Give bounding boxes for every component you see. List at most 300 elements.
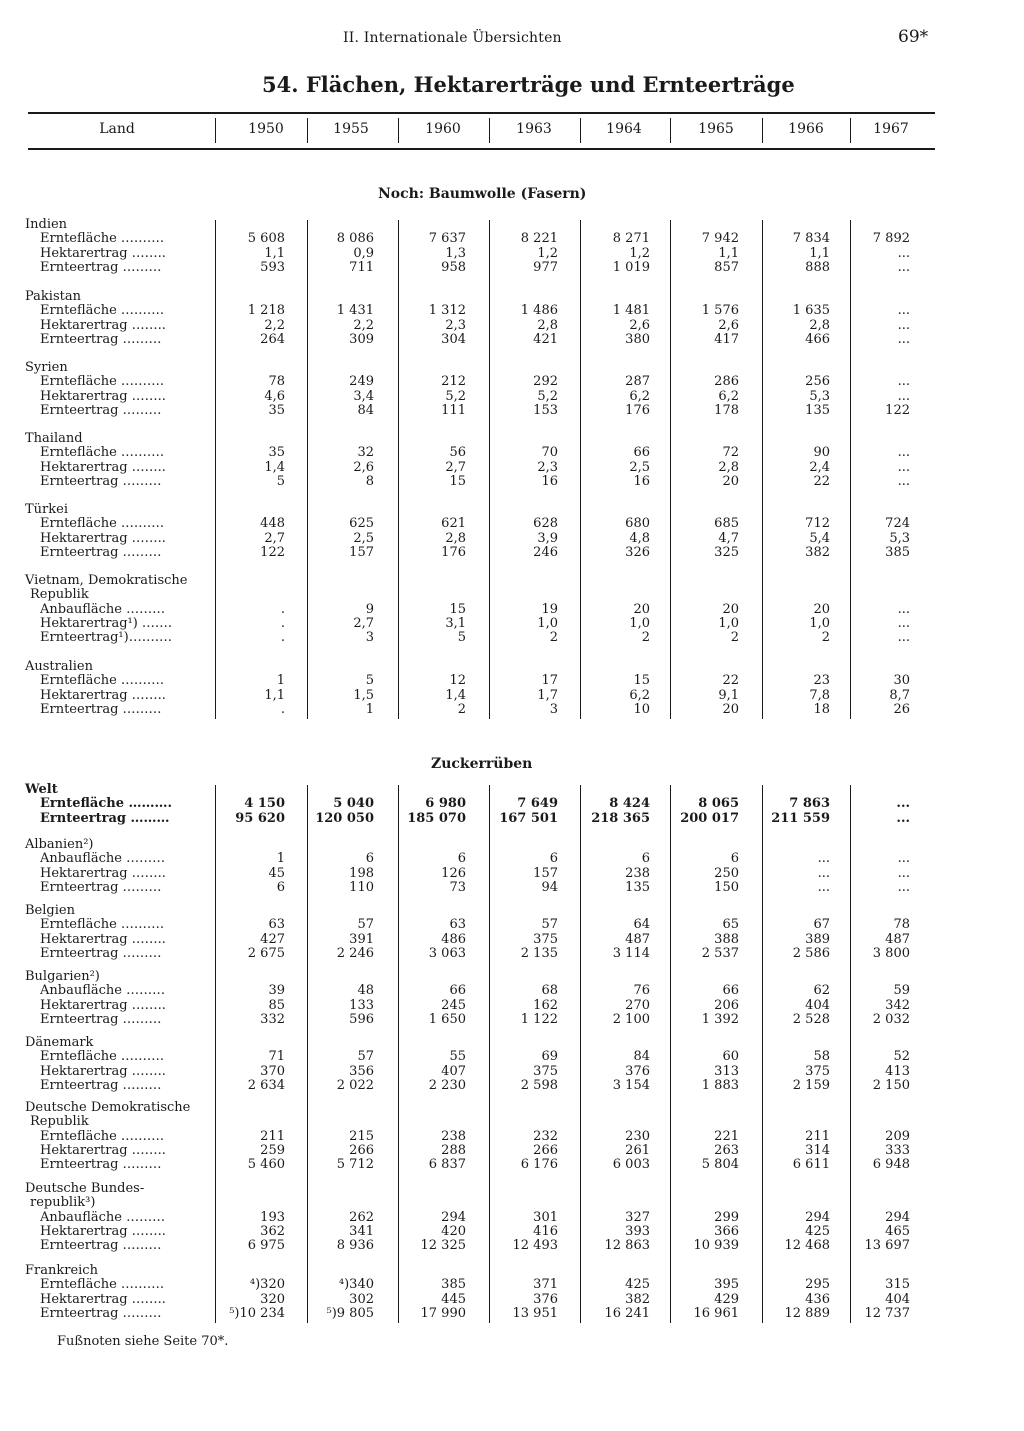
row-label: Erntefläche ………. [40,231,165,247]
table-cell: 429 [714,1291,739,1307]
country-name: Syrien [25,360,68,375]
table-cell: 332 [260,1011,285,1027]
table-cell: 1,1 [264,687,285,703]
table-cell: ... [897,245,910,261]
table-cell: 23 [813,673,830,689]
table-cell: 1 [276,851,285,867]
table-cell: . [280,615,285,631]
country-name: Indien [25,217,68,232]
row-label: Erntefläche ………. [40,374,165,390]
header-column-separator [762,118,763,143]
table-cell: 3 800 [872,945,910,961]
table-cell: 1 122 [520,1011,558,1027]
table-cell: 1 019 [612,259,650,275]
table-cell: 382 [625,1291,650,1307]
table-cell: ⁴)320 [249,1277,285,1293]
table-cell: 5,2 [445,388,466,404]
table-cell: 375 [805,1063,830,1079]
table-cell: 382 [805,544,830,560]
table-cell: 2,7 [264,530,285,546]
table-cell: ... [817,879,830,895]
table-cell: 57 [357,917,374,933]
table-cell: 2 [641,630,650,646]
page-number: 69* [898,27,929,47]
table-cell: 376 [533,1291,558,1307]
table-cell: 45 [268,865,285,881]
table-cell: ... [897,473,910,489]
table-cell: ... [897,630,910,646]
table-cell: 404 [885,1291,910,1307]
table-cell: 238 [441,1128,466,1144]
table-cell: 7 942 [701,231,739,247]
table-cell: 122 [260,544,285,560]
table-cell: 8 086 [336,231,374,247]
table-cell: 376 [625,1063,650,1079]
table-cell: ⁵)10 234 [229,1305,285,1321]
table-cell: 417 [714,331,739,347]
country-name: Bulgarien²) [25,969,100,984]
table-cell: 6 [365,851,374,867]
table-cell: ⁴)340 [338,1277,374,1293]
table-cell: 487 [885,931,910,947]
table-cell: 288 [441,1142,466,1158]
table-cell: 2 022 [336,1077,374,1093]
table-cell: 362 [260,1223,285,1239]
row-label: Anbaufläche ……… [40,983,166,999]
row-label: Hektarertrag …….. [40,687,166,703]
table-cell: 8 424 [609,796,650,812]
row-label: Erntefläche ………. [40,1277,165,1293]
table-cell: 8,7 [889,687,910,703]
table-cell: 421 [533,331,558,347]
table-cell: 3,1 [445,615,466,631]
table-cell: 711 [349,259,374,275]
table-cell: 9,1 [718,687,739,703]
table-cell: ... [897,259,910,275]
table-cell: 6 [641,851,650,867]
table-cell: 486 [441,931,466,947]
table-cell: 413 [885,1063,910,1079]
table-cell: 6 611 [792,1157,830,1173]
table-cell: 95 620 [235,810,285,826]
table-cell: 420 [441,1223,466,1239]
footnote: Fußnoten siehe Seite 70*. [57,1334,229,1349]
row-label: Hektarertrag …….. [40,388,166,404]
table-cell: 1 392 [701,1011,739,1027]
table-cell: 1,2 [629,245,650,261]
table-cell: 6 [457,851,466,867]
table-cell: 232 [533,1128,558,1144]
table-cell: 5 040 [333,796,374,812]
row-label: Hektarertrag …….. [40,931,166,947]
country-name: Dänemark [25,1035,94,1050]
table-cell: 2,3 [537,459,558,475]
table-cell: 8 271 [612,231,650,247]
country-name: Thailand [25,431,83,446]
row-label: Erntefläche ………. [40,796,173,812]
table-cell: 211 [805,1128,830,1144]
table-cell: 5 608 [247,231,285,247]
table-cell: 4 150 [244,796,285,812]
table-cell: 2,6 [718,317,739,333]
table-cell: 857 [714,259,739,275]
table-cell: ... [897,879,910,895]
row-label: Hektarertrag …….. [40,1142,166,1158]
table-cell: 404 [805,997,830,1013]
table-cell: 64 [633,917,650,933]
table-cell: 193 [260,1209,285,1225]
table-cell: 2,8 [809,317,830,333]
table-cell: 245 [441,997,466,1013]
table-cell: 16 961 [693,1305,739,1321]
row-label: Erntefläche ………. [40,445,165,461]
table-cell: 20 [722,701,739,717]
column-header-year: 1960 [425,121,461,137]
table-cell: ... [817,865,830,881]
table-cell: 266 [349,1142,374,1158]
table-cell: 0,9 [353,245,374,261]
table-cell: 16 241 [604,1305,650,1321]
table-cell: 416 [533,1223,558,1239]
table-cell: 84 [633,1049,650,1065]
table-cell: 256 [805,374,830,390]
table-cell: 120 050 [315,810,374,826]
row-label: Hektarertrag …….. [40,1291,166,1307]
table-cell: 6,2 [629,388,650,404]
table-cell: 153 [533,402,558,418]
table-cell: ... [897,851,910,867]
table-cell: 270 [625,997,650,1013]
country-name: Türkei [25,502,68,517]
table-cell: 2,4 [809,459,830,475]
table-cell: 221 [714,1128,739,1144]
column-header-year: 1965 [698,121,734,137]
table-cell: 389 [805,931,830,947]
table-cell: 15 [449,473,466,489]
row-label: Ernteertrag ……… [40,810,170,826]
row-label: Erntefläche ………. [40,673,165,689]
table-cell: 445 [441,1291,466,1307]
row-label: Ernteertrag ……… [40,473,162,489]
column-header-year: 1967 [873,121,909,137]
table-cell: 287 [625,374,650,390]
table-cell: 76 [633,983,650,999]
row-label: Ernteertrag ……… [40,544,162,560]
table-cell: 2 246 [336,945,374,961]
table-cell: 366 [714,1223,739,1239]
table-cell: 2 230 [428,1077,466,1093]
table-cell: 48 [357,983,374,999]
row-label: Ernteertrag ……… [40,1157,162,1173]
table-cell: 325 [714,544,739,560]
row-label: Hektarertrag¹) ……. [40,615,173,631]
table-cell: 2,2 [264,317,285,333]
table-cell: 385 [441,1277,466,1293]
table-cell: 313 [714,1063,739,1079]
table-cell: 206 [714,997,739,1013]
table-cell: 5,4 [809,530,830,546]
table-cell: ... [897,374,910,390]
row-label: Ernteertrag ……… [40,701,162,717]
table-cell: 218 365 [591,810,650,826]
country-name: Albanien²) [25,837,94,852]
table-cell: 1,0 [809,615,830,631]
table-cell: 198 [349,865,374,881]
table-cell: 5 804 [701,1157,739,1173]
table-cell: ⁵)9 805 [326,1305,374,1321]
table-cell: 1,4 [445,687,466,703]
table-cell: 621 [441,516,466,532]
country-name: Deutsche Bundes- [25,1181,145,1196]
table-cell: 1 [365,701,374,717]
table-cell: 393 [625,1223,650,1239]
table-cell: 58 [813,1049,830,1065]
table-cell: 465 [885,1223,910,1239]
table-cell: 20 [633,601,650,617]
table-cell: ... [897,865,910,881]
table-cell: 63 [268,917,285,933]
table-cell: 5,2 [537,388,558,404]
table-cell: 2 [730,630,739,646]
table-cell: 10 939 [693,1238,739,1254]
column-header-year: 1964 [606,121,642,137]
table-cell: 2 [549,630,558,646]
table-cell: 122 [885,402,910,418]
table-cell: 3,9 [537,530,558,546]
table-cell: 3,4 [353,388,374,404]
table-cell: 150 [714,879,739,895]
table-cell: 487 [625,931,650,947]
table-cell: 712 [805,516,830,532]
table-cell: 22 [722,673,739,689]
table-cell: 1 481 [612,303,650,319]
table-cell: 20 [722,601,739,617]
table-cell: 6 003 [612,1157,650,1173]
section-title: Noch: Baumwolle (Fasern) [378,186,587,202]
table-cell: 596 [349,1011,374,1027]
table-cell: 1,4 [264,459,285,475]
table-cell: 230 [625,1128,650,1144]
table-cell: 375 [533,1063,558,1079]
table-cell: 407 [441,1063,466,1079]
table-cell: 70 [541,445,558,461]
table-cell: 1,1 [264,245,285,261]
table-cell: 299 [714,1209,739,1225]
row-label: Erntefläche ………. [40,917,165,933]
table-cell: 212 [441,374,466,390]
table-cell: 2 675 [247,945,285,961]
table-cell: 327 [625,1209,650,1225]
table-cell: 73 [449,879,466,895]
table-cell: 3 [365,630,374,646]
table-cell: 7 892 [872,231,910,247]
table-cell: 309 [349,331,374,347]
header-column-separator [580,118,581,143]
table-cell: ... [817,851,830,867]
table-cell: 5,3 [809,388,830,404]
table-cell: 2 159 [792,1077,830,1093]
table-cell: 295 [805,1277,830,1293]
table-cell: ... [897,445,910,461]
table-cell: 1 312 [428,303,466,319]
table-cell: 2,8 [445,530,466,546]
country-name-continued: Republik [30,1114,89,1130]
table-cell: 249 [349,374,374,390]
table-cell: 22 [813,473,830,489]
table-cell: 4,7 [718,530,739,546]
table-cell: 59 [893,983,910,999]
row-label: Hektarertrag …….. [40,865,166,881]
table-cell: 294 [805,1209,830,1225]
table-cell: 52 [893,1049,910,1065]
table-cell: 176 [441,544,466,560]
table-cell: 157 [349,544,374,560]
table-cell: 66 [449,983,466,999]
country-name: Australien [25,659,94,674]
table-cell: 211 [260,1128,285,1144]
table-cell: 320 [260,1291,285,1307]
table-cell: 32 [357,445,374,461]
table-cell: 111 [441,402,466,418]
table-cell: 135 [805,402,830,418]
row-label: Anbaufläche ……… [40,601,166,617]
table-cell: 388 [714,931,739,947]
table-cell: 2,3 [445,317,466,333]
row-label: Hektarertrag …….. [40,459,166,475]
table-cell: 62 [813,983,830,999]
table-cell: 162 [533,997,558,1013]
table-cell: 60 [722,1049,739,1065]
table-cell: 7 649 [517,796,558,812]
table-cell: 380 [625,331,650,347]
table-cell: 5 460 [247,1157,285,1173]
table-cell: 57 [357,1049,374,1065]
table-cell: 2 [821,630,830,646]
table-cell: 264 [260,331,285,347]
table-cell: 8 065 [698,796,739,812]
table-cell: 1,0 [718,615,739,631]
table-cell: 16 [633,473,650,489]
table-cell: 1 576 [701,303,739,319]
table-cell: 2 032 [872,1011,910,1027]
table-cell: 7 834 [792,231,830,247]
table-cell: 2,7 [445,459,466,475]
table-cell: 20 [813,601,830,617]
table-cell: 69 [541,1049,558,1065]
row-label: Anbaufläche ……… [40,1209,166,1225]
table-cell: 94 [541,879,558,895]
table-cell: 12 863 [604,1238,650,1254]
column-header-year: 1966 [788,121,824,137]
table-cell: 262 [349,1209,374,1225]
table-cell: 6 176 [520,1157,558,1173]
table-cell: 167 501 [499,810,558,826]
table-cell: 6 975 [247,1238,285,1254]
table-cell: 375 [533,931,558,947]
row-label: Hektarertrag …….. [40,317,166,333]
table-cell: 261 [625,1142,650,1158]
table-cell: 2 100 [612,1011,650,1027]
table-cell: 5 [365,673,374,689]
table-cell: 6 [276,879,285,895]
table-cell: 3 063 [428,945,466,961]
table-cell: 2 586 [792,945,830,961]
table-cell: 7 637 [428,231,466,247]
table-cell: 215 [349,1128,374,1144]
header-column-separator [489,118,490,143]
table-cell: 1 650 [428,1011,466,1027]
table-cell: 19 [541,601,558,617]
table-cell: ... [897,601,910,617]
table-cell: 57 [541,917,558,933]
table-cell: 2,5 [629,459,650,475]
table-cell: 6 948 [872,1157,910,1173]
table-cell: 2,6 [629,317,650,333]
table-cell: 685 [714,516,739,532]
table-cell: 315 [885,1277,910,1293]
table-cell: 1,0 [537,615,558,631]
table-cell: 238 [625,865,650,881]
row-label: Erntefläche ………. [40,303,165,319]
header-top-rule [28,112,935,114]
table-cell: 1,1 [718,245,739,261]
table-cell: 126 [441,865,466,881]
table-cell: 680 [625,516,650,532]
table-cell: 6,2 [629,687,650,703]
section-title: Zuckerrüben [431,756,533,772]
table-cell: 16 [541,473,558,489]
table-cell: 2 150 [872,1077,910,1093]
table-cell: ... [896,810,910,826]
table-cell: 8 221 [520,231,558,247]
table-cell: 90 [813,445,830,461]
row-label: Erntefläche ………. [40,1128,165,1144]
table-cell: 625 [349,516,374,532]
table-cell: 17 [541,673,558,689]
row-label: Erntefläche ………. [40,1049,165,1065]
table-cell: 176 [625,402,650,418]
table-cell: 888 [805,259,830,275]
table-cell: 4,6 [264,388,285,404]
column-header-year: 1950 [248,121,284,137]
table-cell: 301 [533,1209,558,1225]
country-name: Pakistan [25,289,81,304]
table-cell: 294 [885,1209,910,1225]
table-cell: 13 951 [512,1305,558,1321]
table-cell: 425 [625,1277,650,1293]
table-cell: 371 [533,1277,558,1293]
table-cell: . [280,701,285,717]
table-cell: 724 [885,516,910,532]
table-cell: 593 [260,259,285,275]
table-cell: 78 [893,917,910,933]
table-cell: 395 [714,1277,739,1293]
table-cell: 1 431 [336,303,374,319]
table-cell: 304 [441,331,466,347]
table-cell: ... [897,303,910,319]
country-name: Deutsche Demokratische [25,1100,191,1115]
table-cell: ... [897,615,910,631]
table-cell: 326 [625,544,650,560]
table-cell: 2,8 [718,459,739,475]
row-label: Ernteertrag ……… [40,879,162,895]
table-cell: 3 154 [612,1077,650,1093]
country-name: Frankreich [25,1263,98,1278]
table-cell: 1 218 [247,303,285,319]
table-cell: 341 [349,1223,374,1239]
table-cell: 35 [268,402,285,418]
table-cell: 1,3 [445,245,466,261]
